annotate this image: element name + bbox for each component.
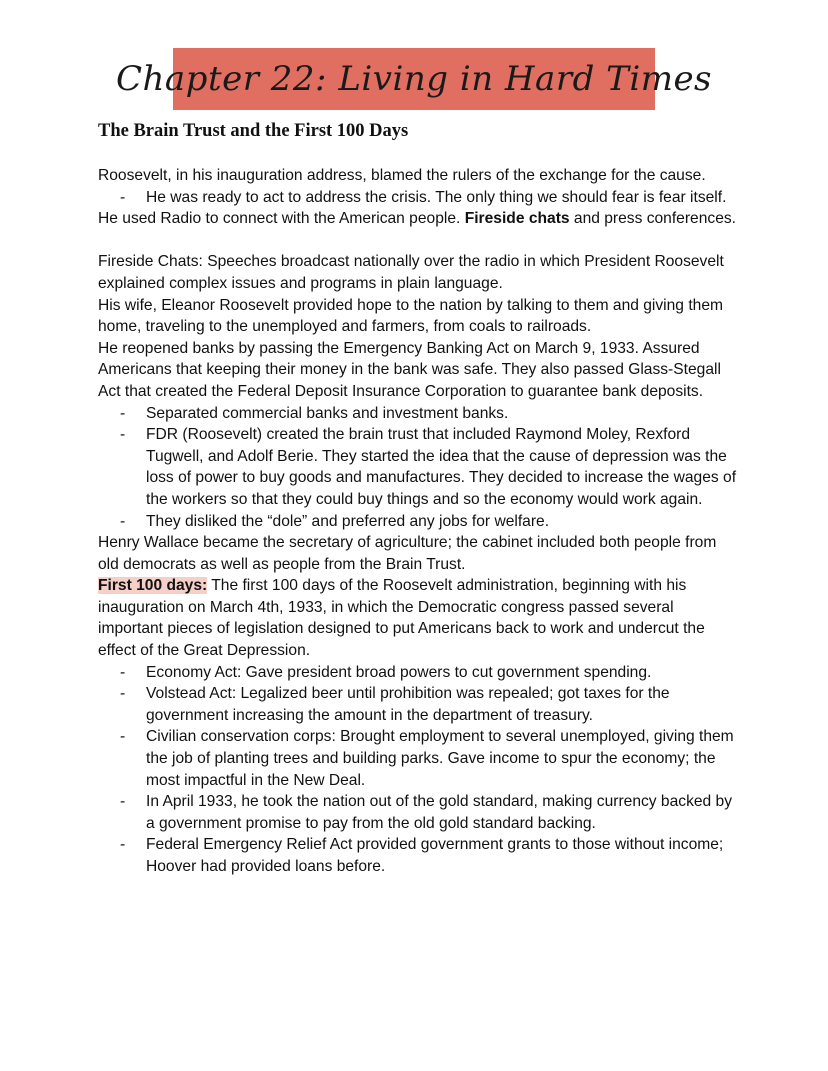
list-item: - FDR (Roosevelt) created the brain trust that included Raymond Moley, Rexford Tugwell, and Adolf Berie. They started the idea that the cause of depression was the loss of power to buy goods and manufactures. They decided to increase the wages of the workers so that they could buy things and so the economy would work again. bbox=[146, 424, 738, 510]
bullet-list-inauguration bbox=[98, 187, 738, 209]
paragraph-radio-text-end: and press conferences. bbox=[569, 210, 736, 228]
list-item: - Separated commercial banks and investment banks. bbox=[146, 403, 738, 425]
paragraph-radio-text: He used Radio to connect with the American people. bbox=[98, 210, 465, 228]
paragraph-banking: He reopened banks by passing the Emergency Banking Act on March 9, 1933. Assured Americans that keeping their money in the bank was safe. They also passed Glass-Stegall Act that created the Federal Deposit Insurance Corporation to guarantee bank deposits. bbox=[98, 339, 721, 400]
fireside-chats-term: Fireside chats bbox=[464, 210, 570, 228]
spacer bbox=[98, 230, 738, 252]
list-item: - Economy Act: Gave president broad powers to cut government spending. bbox=[146, 662, 738, 684]
bullet-list-banking bbox=[98, 403, 738, 533]
paragraph-inauguration: Roosevelt, in his inauguration address, blamed the rulers of the exchange for the cause. bbox=[98, 167, 706, 184]
list-item: - Volstead Act: Legalized beer until prohibition was repealed; got taxes for the government increasing the amount in the department of treasury. bbox=[146, 683, 738, 726]
list-item: - Federal Emergency Relief Act provided government grants to those without income; Hoover had provided loans before. bbox=[146, 834, 738, 877]
list-item: - Civilian conservation corps: Brought employment to several unemployed, giving them the job of planting trees and building parks. Gave income to spur the economy; the most impactful in the New Deal. bbox=[146, 726, 738, 791]
chapter-title-banner bbox=[116, 48, 713, 110]
section-heading: The Brain Trust and the First 100 Days bbox=[98, 121, 409, 141]
paragraph-wallace: Henry Wallace became the secretary of agriculture; the cabinet included both people from old democrats as well as people from the Brain Trust. bbox=[98, 534, 717, 573]
list-item: - He was ready to act to address the crisis. The only thing we should fear is fear itself. bbox=[146, 187, 738, 209]
paragraph-first-100-days bbox=[98, 575, 738, 661]
chapter-title: Chapter 22: Living in Hard Times bbox=[116, 59, 713, 99]
paragraph-radio bbox=[98, 208, 738, 230]
first-100-days-definition: The first 100 days of the Roosevelt administration, beginning with his inauguration on March 4th, 1933, in which the Democratic congress passed several important pieces of legislation designed to put Americans back to work and undercut the effect of the Great Depression. bbox=[98, 577, 705, 660]
paragraph-fireside-chats: Fireside Chats: Speeches broadcast nationally over the radio in which President Roosevelt explained complex issues and programs in plain language. bbox=[98, 253, 724, 292]
first-100-days-term: First 100 days: bbox=[98, 577, 208, 595]
bullet-list-first-100-days bbox=[98, 662, 738, 878]
document-body bbox=[98, 165, 738, 878]
list-item: - They disliked the “dole” and preferred any jobs for welfare. bbox=[146, 511, 738, 533]
list-item: - In April 1933, he took the nation out of the gold standard, making currency backed by a government promise to pay from the old gold standard backing. bbox=[146, 791, 738, 834]
paragraph-eleanor: His wife, Eleanor Roosevelt provided hope to the nation by talking to them and giving them home, traveling to the unemployed and farmers, from coals to railroads. bbox=[98, 296, 723, 336]
